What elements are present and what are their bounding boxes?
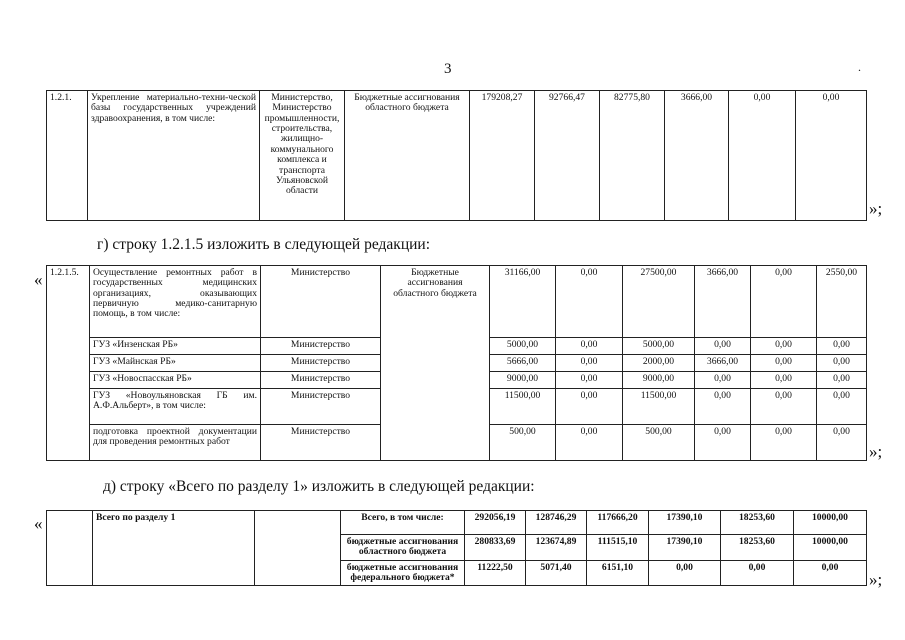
- total-name: Всего по разделу 1: [93, 511, 255, 586]
- value-cell: 0,00: [751, 389, 817, 425]
- value-cell: 0,00: [556, 389, 623, 425]
- table-section-total: [46, 510, 867, 586]
- row-name: ГУЗ «Инзенская РБ»: [90, 338, 261, 355]
- value-cell: 0,00: [751, 355, 817, 372]
- value-cell: 500,00: [490, 425, 556, 461]
- paragraph-d: д) строку «Всего по разделу 1» изложить в следующей редакции:: [103, 478, 535, 495]
- top-mark: .: [858, 60, 861, 74]
- closing-quote: »;: [869, 442, 883, 461]
- value-cell: 5666,00: [490, 355, 556, 372]
- value-cell: 5071,40: [526, 560, 587, 586]
- table-row-1-2-1: [46, 90, 867, 221]
- total-label: бюджетные ассигнования областного бюджета: [341, 535, 465, 561]
- value-cell: 18253,60: [721, 535, 794, 561]
- value-cell: 0,00: [817, 389, 867, 425]
- row-name: Осуществление ремонтных работ в государственных медицинских организациях, оказывающих первичную медико-санитарную помощь, в том числе:: [90, 266, 261, 338]
- value-cell: 5000,00: [623, 338, 695, 355]
- value-cell: 5000,00: [490, 338, 556, 355]
- value-cell: 9000,00: [623, 372, 695, 389]
- value-cell: 0,00: [729, 91, 796, 221]
- value-cell: 17390,10: [649, 511, 721, 535]
- value-cell: 0,00: [817, 425, 867, 461]
- value-cell: 3666,00: [695, 266, 751, 338]
- value-cell: 0,00: [751, 338, 817, 355]
- value-cell: 2000,00: [623, 355, 695, 372]
- row-code: 1.2.1.5.: [47, 266, 90, 461]
- row-source: Бюджетные ассигнования областного бюджета: [381, 266, 490, 461]
- value-cell: 0,00: [556, 425, 623, 461]
- row-name: ГУЗ «Новоспасская РБ»: [90, 372, 261, 389]
- value-cell: 0,00: [794, 560, 867, 586]
- value-cell: 31166,00: [490, 266, 556, 338]
- paragraph-g: г) строку 1.2.1.5 изложить в следующей редакции:: [97, 236, 431, 253]
- opening-quote: «: [34, 514, 43, 533]
- value-cell: 179208,27: [470, 91, 535, 221]
- row-source: Бюджетные ассигнования областного бюджета: [345, 91, 470, 221]
- value-cell: 0,00: [817, 372, 867, 389]
- value-cell: 0,00: [695, 425, 751, 461]
- value-cell: 18253,60: [721, 511, 794, 535]
- empty-cell: [47, 511, 93, 586]
- row-name: подготовка проектной документации для проведения ремонтных работ: [90, 425, 261, 461]
- empty-cell: [255, 511, 341, 586]
- row-executor: Министерство: [261, 355, 381, 372]
- row-executor: Министерство: [261, 372, 381, 389]
- value-cell: 3666,00: [695, 355, 751, 372]
- value-cell: 3666,00: [665, 91, 729, 221]
- value-cell: 280833,69: [465, 535, 526, 561]
- value-cell: 0,00: [556, 338, 623, 355]
- value-cell: 11500,00: [490, 389, 556, 425]
- value-cell: 0,00: [556, 372, 623, 389]
- value-cell: 10000,00: [794, 511, 867, 535]
- row-executor: Министерство, Министерство промышленности, строительства, жилищно-коммунального комплекса и транспорта Ульяновской области: [260, 91, 345, 221]
- row-executor: Министерство: [261, 338, 381, 355]
- closing-quote: »;: [869, 199, 883, 218]
- total-label: бюджетные ассигнования федерального бюджета*: [341, 560, 465, 586]
- value-cell: 11500,00: [623, 389, 695, 425]
- value-cell: 27500,00: [623, 266, 695, 338]
- row-name: ГУЗ «Новоульяновская ГБ им. А.Ф.Альберт», в том числе:: [90, 389, 261, 425]
- value-cell: 0,00: [695, 389, 751, 425]
- value-cell: 6151,10: [587, 560, 649, 586]
- value-cell: 0,00: [751, 425, 817, 461]
- row-executor: Министерство: [261, 266, 381, 338]
- page-number: 3: [444, 61, 452, 77]
- value-cell: 0,00: [817, 355, 867, 372]
- closing-quote: »;: [869, 570, 883, 589]
- table-row-1-2-1-5: [46, 265, 867, 461]
- value-cell: 0,00: [751, 372, 817, 389]
- value-cell: 11222,50: [465, 560, 526, 586]
- value-cell: 123674,89: [526, 535, 587, 561]
- value-cell: 17390,10: [649, 535, 721, 561]
- value-cell: 0,00: [796, 91, 867, 221]
- total-label: Всего, в том числе:: [341, 511, 465, 535]
- row-name: ГУЗ «Майнская РБ»: [90, 355, 261, 372]
- value-cell: 111515,10: [587, 535, 649, 561]
- value-cell: 10000,00: [794, 535, 867, 561]
- value-cell: 0,00: [751, 266, 817, 338]
- row-code: 1.2.1.: [47, 91, 88, 221]
- value-cell: 117666,20: [587, 511, 649, 535]
- row-executor: Министерство: [261, 425, 381, 461]
- value-cell: 92766,47: [535, 91, 600, 221]
- value-cell: 128746,29: [526, 511, 587, 535]
- value-cell: 0,00: [695, 338, 751, 355]
- row-name: Укрепление материально-техни-ческой базы государственных учреждений здравоохранения, в том числе:: [88, 91, 260, 221]
- row-executor: Министерство: [261, 389, 381, 425]
- value-cell: 0,00: [695, 372, 751, 389]
- value-cell: 0,00: [556, 266, 623, 338]
- value-cell: 82775,80: [600, 91, 665, 221]
- value-cell: 292056,19: [465, 511, 526, 535]
- value-cell: 9000,00: [490, 372, 556, 389]
- value-cell: 2550,00: [817, 266, 867, 338]
- value-cell: 0,00: [817, 338, 867, 355]
- opening-quote: «: [34, 270, 43, 289]
- value-cell: 500,00: [623, 425, 695, 461]
- value-cell: 0,00: [721, 560, 794, 586]
- value-cell: 0,00: [649, 560, 721, 586]
- value-cell: 0,00: [556, 355, 623, 372]
